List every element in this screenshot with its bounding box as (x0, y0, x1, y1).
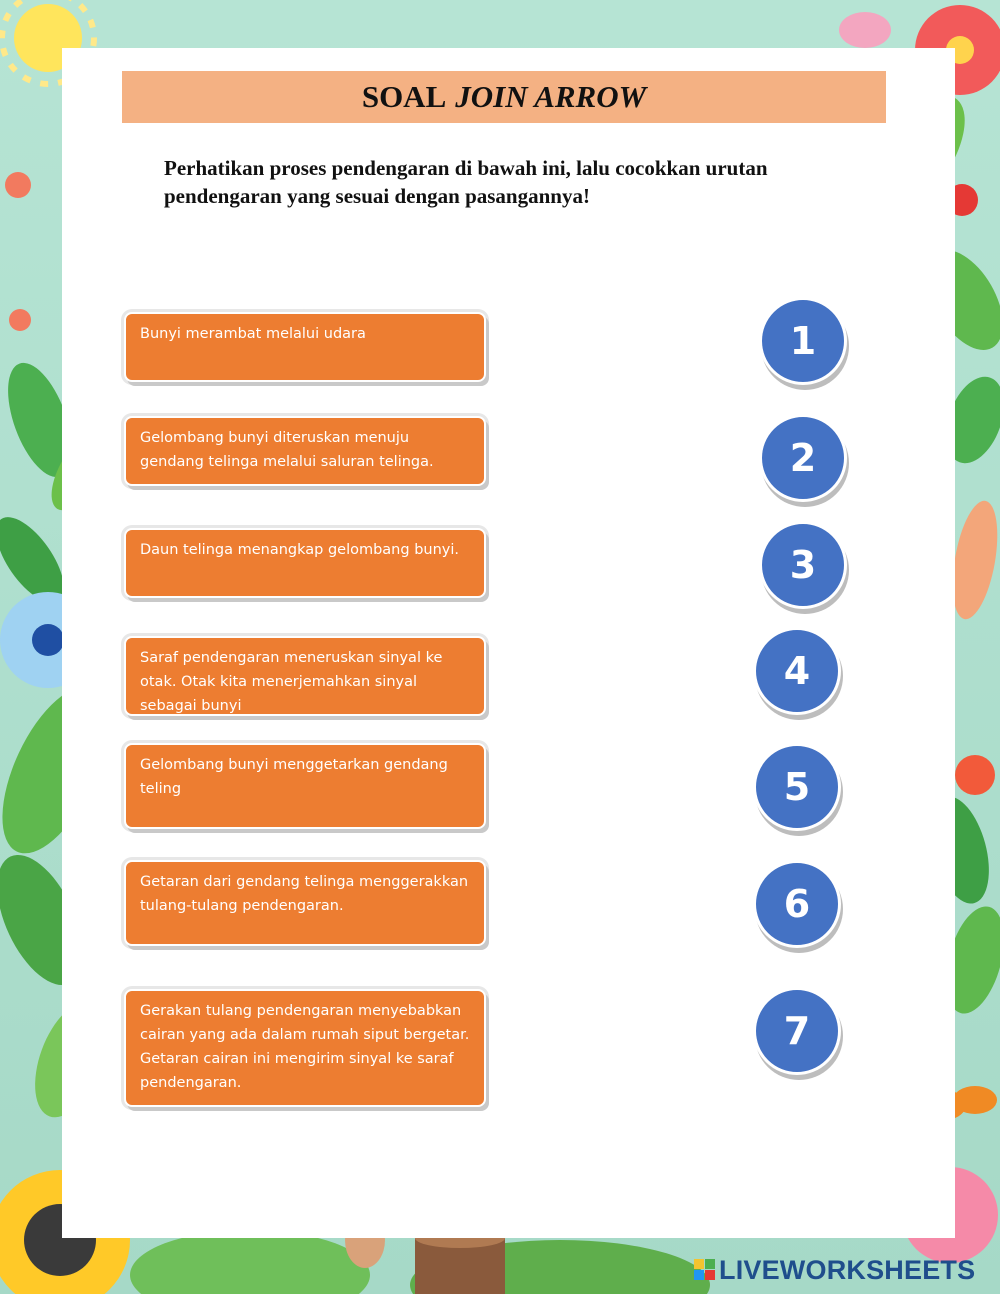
answer-card-7[interactable] (124, 989, 486, 1107)
answer-card-5[interactable] (124, 743, 486, 829)
answer-card-2[interactable] (124, 416, 486, 486)
logo-text: LIVEWORKSHEETS (719, 1254, 976, 1285)
answer-card-6[interactable] (124, 860, 486, 946)
answer-card-text: Gelombang bunyi menggetarkan gendang teling (140, 757, 448, 797)
answer-card-text: Saraf pendengaran meneruskan sinyal ke otak. Otak kita menerjemahkan sinyal sebagai bunyi (140, 650, 443, 714)
number-circle-6[interactable]: 6 (753, 860, 841, 948)
answer-card-text: Daun telinga menangkap gelombang bunyi. (140, 542, 459, 558)
page-title (122, 71, 886, 123)
answer-card-text: Bunyi merambat melalui udara (140, 326, 366, 342)
number-circle-1[interactable]: 1 (759, 297, 847, 385)
number-circle-7[interactable]: 7 (753, 987, 841, 1075)
answer-card-1[interactable] (124, 312, 486, 382)
answer-card-4[interactable] (124, 636, 486, 716)
number-circle-4[interactable]: 4 (753, 627, 841, 715)
answer-card-text: Gerakan tulang pendengaran menyebabkan cairan yang ada dalam rumah siput bergetar. Getaran cairan ini mengirim sinyal ke saraf pendengaran. (140, 1003, 470, 1091)
title-plain: SOAL (361, 79, 447, 114)
title-italic: JOIN ARROW (455, 79, 647, 114)
answer-card-3[interactable] (124, 528, 486, 598)
instruction-text: Perhatikan proses pendengaran di bawah ini, lalu cocokkan urutan pendengaran yang sesuai dengan pasangannya! (164, 156, 768, 208)
number-circle-5[interactable]: 5 (753, 743, 841, 831)
answer-card-text: Getaran dari gendang telinga menggerakkan tulang-tulang pendengaran. (140, 874, 469, 914)
number-circle-2[interactable]: 2 (759, 414, 847, 502)
number-circle-3[interactable]: 3 (759, 521, 847, 609)
answer-card-text: Gelombang bunyi diteruskan menuju gendang telinga melalui saluran telinga. (140, 430, 434, 470)
liveworksheets-logo[interactable] (694, 1254, 975, 1286)
liveworksheets-logo-icon (694, 1259, 716, 1281)
